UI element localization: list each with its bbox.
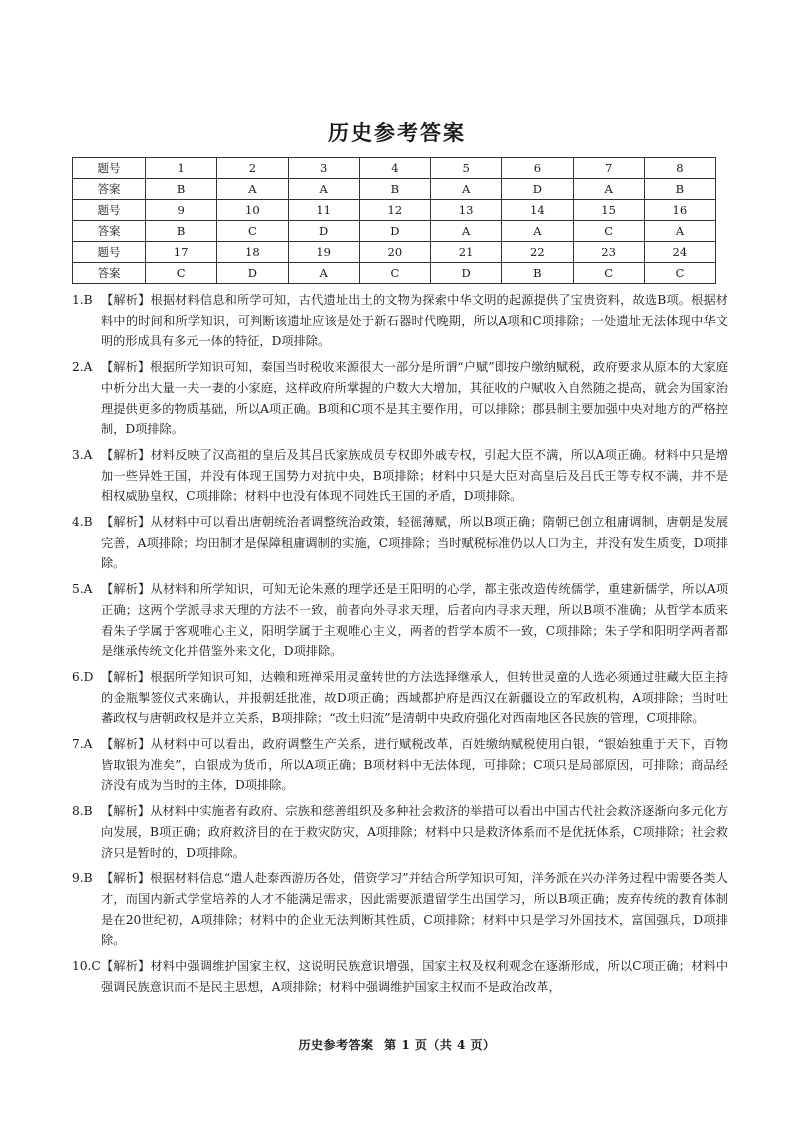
table-cell: A xyxy=(431,221,502,242)
row-label: 题号 xyxy=(73,200,146,221)
row-label: 答案 xyxy=(73,221,146,242)
explanations xyxy=(72,290,728,1003)
table-cell: A xyxy=(288,263,359,284)
explanation-number: 4.B xyxy=(72,515,93,530)
explanation-item xyxy=(72,734,728,796)
explanation-text: 根据材料信息和所学可知，古代遗址出土的文物为探索中华文明的起源提供了宝贵资料，故选B项。根据材料中的时间和所学知识，可判断该遗址应该是处于新石器时代晚期，所以A项和C项排除；一处遗址无法体现中华文明的形成具有多元一体的特征，D项排除。 xyxy=(101,293,728,349)
table-cell: D xyxy=(217,263,288,284)
table-cell: 16 xyxy=(644,200,715,221)
table-cell: 15 xyxy=(573,200,644,221)
table-row xyxy=(73,200,716,221)
row-label: 答案 xyxy=(73,263,146,284)
table-cell: 13 xyxy=(431,200,502,221)
table-cell: 1 xyxy=(146,158,217,179)
explanation-tag: 【解析】 xyxy=(101,293,151,307)
explanation-text: 根据所学知识可知，秦国当时税收来源很大一部分是所谓“户赋”即按户缴纳赋税，政府要求从原本的大家庭中析分出大量一夫一妻的小家庭，这样政府所掌握的户数大大增加，其征收的户赋收入自然随之提高，就会为国家治理提供更多的物质基础，所以A项正确。B项和C项不是其主要作用，可以排除；郡县制主要加强中央对地方的严格控制，D项排除。 xyxy=(101,360,728,437)
table-cell: 9 xyxy=(146,200,217,221)
table-cell: C xyxy=(573,263,644,284)
table-cell: 20 xyxy=(359,242,430,263)
explanation-item xyxy=(72,357,728,440)
explanation-tag: 【解析】 xyxy=(101,669,151,684)
explanation-tag: 【解析】 xyxy=(101,871,151,886)
explanation-number: 3.A xyxy=(72,447,93,462)
row-label: 题号 xyxy=(73,242,146,263)
explanation-item xyxy=(72,956,728,997)
explanation-number: 7.A xyxy=(72,737,93,752)
table-cell: 5 xyxy=(431,158,502,179)
table-cell: C xyxy=(573,221,644,242)
page-footer xyxy=(0,1036,794,1053)
footer-page: 第 1 页（共 4 页） xyxy=(384,1038,496,1052)
explanation-tag: 【解析】 xyxy=(101,959,151,974)
table-cell: D xyxy=(288,221,359,242)
table-row xyxy=(73,158,716,179)
explanation-number: 6.D xyxy=(72,669,94,684)
explanation-tag: 【解析】 xyxy=(101,447,151,462)
table-cell: 2 xyxy=(217,158,288,179)
table-cell: 11 xyxy=(288,200,359,221)
table-cell: C xyxy=(217,221,288,242)
explanation-tag: 【解析】 xyxy=(101,737,151,752)
table-cell: A xyxy=(644,221,715,242)
table-cell: 19 xyxy=(288,242,359,263)
explanation-item xyxy=(72,445,728,507)
table-cell: B xyxy=(146,179,217,200)
explanation-tag: 【解析】 xyxy=(101,360,151,375)
table-cell: A xyxy=(573,179,644,200)
table-cell: 18 xyxy=(217,242,288,263)
table-row xyxy=(73,263,716,284)
explanation-item xyxy=(72,801,728,863)
explanation-item xyxy=(72,512,728,574)
table-cell: 23 xyxy=(573,242,644,263)
table-cell: 21 xyxy=(431,242,502,263)
table-row xyxy=(73,242,716,263)
explanation-item xyxy=(72,290,728,352)
table-cell: 22 xyxy=(502,242,573,263)
explanation-number: 8.B xyxy=(72,804,93,819)
table-cell: B xyxy=(146,221,217,242)
explanation-number: 9.B xyxy=(72,871,93,886)
table-cell: 6 xyxy=(502,158,573,179)
table-cell: 3 xyxy=(288,158,359,179)
explanation-item xyxy=(72,667,728,729)
table-cell: D xyxy=(502,179,573,200)
explanation-text: 材料反映了汉高祖的皇后及其吕氏家族成员专权即外戚专权，引起大臣不满，所以A项正确。材料中只是增加一些异姓王国，并没有体现王国势力对抗中央，B项排除；材料中只是大臣对高皇后及吕氏王等专权不满，并不是相权威胁皇权，C项排除；材料中也没有体现不同姓氏王国的矛盾，D项排除。 xyxy=(101,447,729,504)
table-cell: 12 xyxy=(359,200,430,221)
table-cell: A xyxy=(288,179,359,200)
table-cell: D xyxy=(359,221,430,242)
table-cell: 7 xyxy=(573,158,644,179)
explanation-number: 1.B xyxy=(72,293,93,307)
answer-table xyxy=(72,157,716,284)
explanation-tag: 【解析】 xyxy=(101,582,151,597)
explanation-text: 从材料中实施者有政府、宗族和慈善组织及多种社会救济的举措可以看出中国古代社会救济逐渐向多元化方向发展，B项正确；政府救济目的在于救灾防灾，A项排除；材料中只是救济体系而不是优抚体系，C项排除；社会救济只是暂时的，D项排除。 xyxy=(101,804,729,860)
table-cell: 8 xyxy=(644,158,715,179)
table-cell: 24 xyxy=(644,242,715,263)
table-cell: D xyxy=(431,263,502,284)
table-row xyxy=(73,179,716,200)
table-cell: A xyxy=(502,221,573,242)
footer-label: 历史参考答案 xyxy=(298,1038,374,1052)
explanation-item xyxy=(72,868,728,951)
explanation-number: 2.A xyxy=(72,360,93,375)
table-cell: 4 xyxy=(359,158,430,179)
table-cell: C xyxy=(644,263,715,284)
explanation-text: 从材料中可以看出，政府调整生产关系，进行赋税改革，百姓缴纳赋税使用白银，“银始独重于天下，百物皆取银为准矣”，白银成为货币，所以A项正确；B项材料中无法体现，可排除；C项只是局部原因，可排除；商品经济没有成为当时的主体，D项排除。 xyxy=(101,737,729,793)
table-cell: B xyxy=(502,263,573,284)
explanation-item xyxy=(72,579,728,662)
table-cell: 10 xyxy=(217,200,288,221)
table-cell: C xyxy=(146,263,217,284)
explanation-number: 10.C xyxy=(72,959,101,974)
table-row xyxy=(73,221,716,242)
explanation-number: 5.A xyxy=(72,582,93,597)
explanation-tag: 【解析】 xyxy=(101,515,151,530)
table-cell: C xyxy=(359,263,430,284)
table-cell: A xyxy=(217,179,288,200)
table-cell: 17 xyxy=(146,242,217,263)
row-label: 答案 xyxy=(73,179,146,200)
explanation-text: 根据材料信息“遣人赴泰西游历各处，借资学习”并结合所学知识可知，洋务派在兴办洋务过程中需要各类人才，而国内新式学堂培养的人才不能满足需求，因此需要派遣留学生出国学习，所以B项正确；废弃传统的教育体制是在20世纪初，A项排除；材料中的企业无法判断其性质，C项排除；材料中只是学习外国技术，富国强兵，D项排除。 xyxy=(101,871,728,948)
page-title: 历史参考答案 xyxy=(328,120,466,145)
row-label: 题号 xyxy=(73,158,146,179)
table-cell: 14 xyxy=(502,200,573,221)
table-cell: B xyxy=(359,179,430,200)
explanation-tag: 【解析】 xyxy=(101,804,151,819)
explanation-text: 从材料中可以看出唐朝统治者调整统治政策，轻徭薄赋，所以B项正确；隋朝已创立租庸调制，唐朝是发展完善，A项排除；均田制才是保障租庸调制的实施，C项排除；当时赋税标准仍以人口为主，并没有发生质变，D项排除。 xyxy=(101,515,728,571)
explanation-text: 从材料和所学知识，可知无论朱熹的理学还是王阳明的心学，都主张改造传统儒学，重建新儒学，所以A项正确；这两个学派寻求天理的方法不一致，前者向外寻求天理，后者向内寻求天理，所以B项不准确；从哲学本质来看朱子学属于客观唯心主义，阳明学属于主观唯心主义，两者的哲学本质不一致，C项排除；朱子学和阳明学两者都是继承传统文化并借鉴外来文化，D项排除。 xyxy=(101,582,729,659)
explanation-text: 材料中强调维护国家主权，这说明民族意识增强，国家主权及权利观念在逐渐形成，所以C项正确；材料中强调民族意识而不是民主思想，A项排除；材料中强调维护国家主权而不是政治改革， xyxy=(101,959,729,994)
explanation-text: 根据所学知识可知，达赖和班禅采用灵童转世的方法选择继承人，但转世灵童的人选必须通过驻藏大臣主持的金瓶掣签仪式来确认，并报朝廷批准，故D项正确；西域都护府是西汉在新疆设立的军政机构，A项排除；当时吐蕃政权与唐朝政权是并立关系，B项排除；“改土归流”是清朝中央政府强化对西南地区各民族的管理，C项排除。 xyxy=(101,669,729,726)
table-cell: B xyxy=(644,179,715,200)
table-cell: A xyxy=(431,179,502,200)
